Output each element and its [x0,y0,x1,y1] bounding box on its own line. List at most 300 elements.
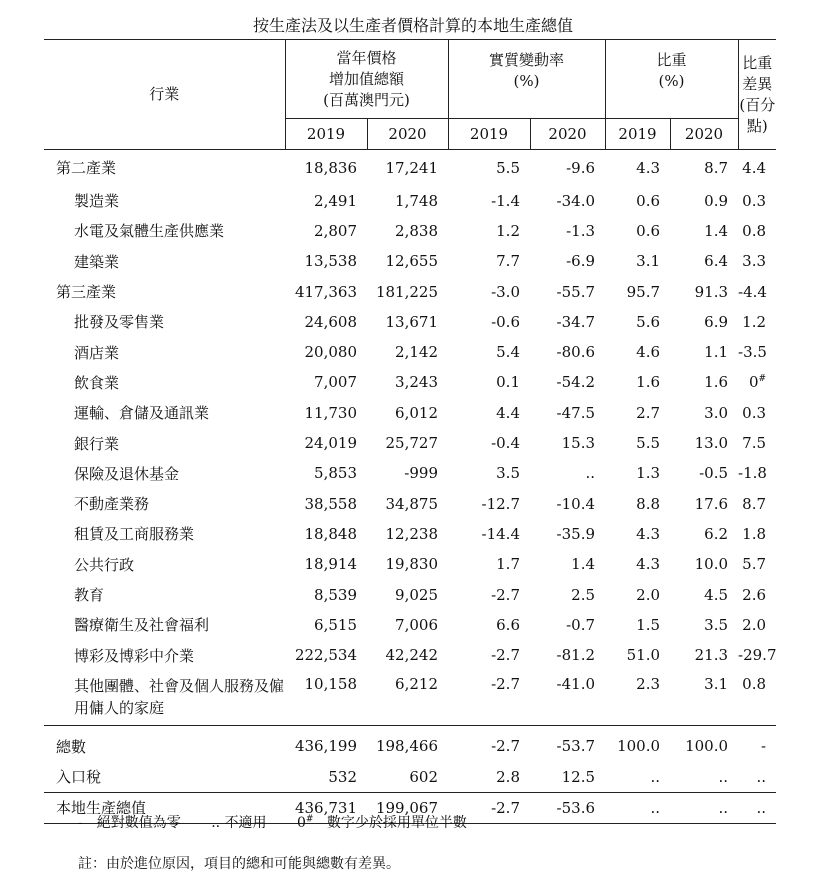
cell-value: 7,006 [395,615,438,634]
cell-value: .. [650,798,661,817]
cell-value: -55.7 [556,282,596,301]
cell-value: 1.3 [636,464,661,483]
cell-value: -999 [404,464,438,483]
table-row [44,398,776,428]
cell-growth-2019 [448,458,530,488]
cell-share-2020 [670,458,738,488]
cell-value: 100.0 [685,737,729,756]
cell-value: 1.1 [704,343,729,362]
cell-value: 0.8 [742,221,767,240]
table-row [44,726,776,762]
cell-value: -53.7 [556,737,596,756]
cell-value: 3.1 [704,675,729,694]
cell-share-2020 [670,337,738,367]
cell-value: 0.9 [704,191,729,210]
cell-value: 4.3 [636,158,661,177]
cell-value: 417,363 [294,282,357,301]
cell-share-diff [738,398,776,428]
cell-value: -1.4 [491,191,520,210]
cell-growth-2019 [448,337,530,367]
cell-growth-2019 [448,519,530,549]
cell-gva-2019 [285,276,367,306]
cell-growth-2020 [530,579,605,609]
row-industry-name-line2: 用傭人的家庭 [74,699,165,718]
cell-share-2020 [670,307,738,337]
cell-value: 3.5 [704,615,729,634]
cell-value: 6.9 [704,312,729,331]
cell-value: -47.5 [556,403,596,422]
cell-share-diff [738,549,776,579]
cell-share-2020 [670,519,738,549]
cell-growth-2020 [530,488,605,518]
cell-gva-2019 [285,367,367,397]
cell-value: 436,199 [294,737,357,756]
cell-share-2019 [605,150,670,186]
header-gva-line3: (百萬澳門元) [323,90,410,109]
cell-value: .. [718,767,729,786]
cell-value: -2.7 [491,646,520,665]
cell-gva-2020 [367,670,448,726]
cell-gva-2019 [285,762,367,793]
row-industry-name: 總數 [44,726,285,762]
cell-gva-2019 [285,337,367,367]
cell-growth-2020 [530,216,605,246]
cell-value: 3,243 [395,373,438,392]
cell-gva-2020 [367,186,448,216]
cell-share-2019 [605,186,670,216]
cell-share-2020 [670,216,738,246]
cell-growth-2019 [448,610,530,640]
cell-gva-2020 [367,276,448,306]
cell-share-2020 [670,610,738,640]
cell-gva-2019 [285,549,367,579]
cell-share-diff [738,792,776,823]
header-diff-line1: 比重 [742,53,773,72]
cell-share-2020 [670,428,738,458]
cell-value: 12.5 [561,767,596,786]
cell-value: 25,727 [385,434,438,453]
cell-value: -6.9 [566,252,596,271]
cell-value: 38,558 [304,494,357,513]
cell-gva-2020 [367,519,448,549]
cell-value: 2,142 [395,343,438,362]
cell-value: 13,671 [385,312,438,331]
cell-value: 2.7 [636,403,661,422]
cell-gva-2019 [285,579,367,609]
cell-value: -29.7 [738,646,777,665]
table-row [44,428,776,458]
table-row [44,367,776,397]
cell-gva-2020 [367,726,448,762]
table-row [44,186,776,216]
cell-value: 2.5 [571,585,596,604]
table-row [44,276,776,306]
cell-share-2020 [670,398,738,428]
row-industry-name: 運輸、倉儲及通訊業 [74,404,210,423]
cell-value: 6.4 [704,252,729,271]
row-industry-name: 博彩及博彩中介業 [74,646,195,665]
table-row [44,762,776,793]
cell-value: 2.3 [636,675,661,694]
header-row [44,40,776,119]
header-growth-line2: (%) [513,72,540,90]
cell-gva-2019 [285,519,367,549]
cell-value: 4.6 [636,343,661,362]
cell-value: -41.0 [556,675,596,694]
year-gva-2020: 2020 [367,119,448,150]
cell-share-diff [738,488,776,518]
cell-gva-2020 [367,398,448,428]
table-row [44,307,776,337]
cell-value: -0.6 [491,312,520,331]
cell-value: 10.0 [694,555,729,574]
cell-value: -34.7 [556,312,596,331]
cell-value: 5.6 [636,312,661,331]
cell-value: - [760,737,767,756]
cell-share-diff [738,337,776,367]
cell-share-diff [738,458,776,488]
cell-value: -3.5 [738,343,767,362]
cell-value: -2.7 [491,675,520,694]
cell-share-2019 [605,579,670,609]
cell-share-diff [738,216,776,246]
cell-value: -1.8 [738,464,767,483]
cell-growth-2020 [530,150,605,186]
cell-share-diff [738,246,776,276]
cell-value: 7.7 [496,252,520,271]
cell-value: 6.2 [704,524,729,543]
cell-growth-2019 [448,186,530,216]
cell-gva-2019 [285,670,367,726]
cell-value: 5.7 [742,555,767,574]
table-title: 按生產法及以生產者價格計算的本地生產總值 [252,16,573,35]
cell-value: 21.3 [694,646,729,665]
row-industry-name: 入口稅 [56,768,102,787]
cell-growth-2019 [448,150,530,186]
cell-value: 436,731 [294,798,357,817]
legend-half-symbol: 0 [297,815,306,831]
row-industry-name: 批發及零售業 [74,313,165,332]
cell-value: -34.0 [556,191,596,210]
cell-value: 3.1 [636,252,661,271]
row-industry-name: 飲食業 [74,373,120,392]
cell-value: 222,534 [294,646,357,665]
cell-value: 8.7 [704,158,729,177]
cell-share-2020 [670,579,738,609]
cell-growth-2020 [530,398,605,428]
cell-value: 20,080 [304,343,357,362]
cell-growth-2019 [448,367,530,397]
cell-growth-2020 [530,186,605,216]
cell-growth-2019 [448,398,530,428]
cell-value: 24,608 [304,312,357,331]
cell-value: 2,491 [314,191,357,210]
cell-share-2019 [605,367,670,397]
cell-value: 2.8 [496,767,520,786]
legend-half-sup: # [305,814,314,825]
row-industry-name: 教育 [74,586,105,604]
cell-share-diff [738,640,776,670]
cell-value: .. [650,767,661,786]
cell-value: 2.0 [742,615,767,634]
cell-share-2019 [605,670,670,726]
cell-share-2020 [670,150,738,186]
cell-value: 12,655 [385,252,438,271]
cell-sup: # [758,374,767,385]
header-gva-line1: 當年價格 [336,48,397,67]
cell-share-2020 [670,792,738,823]
cell-gva-2019 [285,186,367,216]
cell-value: 0.1 [496,373,520,392]
cell-value: -0.5 [699,464,729,483]
row-industry-name: 租賃及工商服務業 [74,525,195,544]
cell-value: -0.4 [491,434,520,453]
cell-value: 0.8 [742,675,767,694]
cell-value: -2.7 [491,737,520,756]
table-row [44,519,776,549]
cell-share-2019 [605,458,670,488]
cell-value: 1.7 [496,555,520,574]
header-gva [285,40,448,119]
cell-value: 18,836 [304,158,357,177]
cell-growth-2020 [530,762,605,793]
row-industry-name: 公共行政 [74,555,135,574]
cell-value: 12,238 [385,524,438,543]
cell-growth-2019 [448,640,530,670]
header-growth-line1: 實質變動率 [489,51,565,69]
cell-value: 7.5 [742,434,767,453]
table-row [44,337,776,367]
cell-gva-2020 [367,640,448,670]
year-growth-2020: 2020 [530,119,605,150]
cell-gva-2020 [367,307,448,337]
cell-value: 8.7 [742,494,767,513]
cell-share-diff [738,762,776,793]
cell-share-2020 [670,726,738,762]
legend [78,812,493,832]
cell-share-2020 [670,367,738,397]
cell-value: -35.9 [556,524,596,543]
table-row [44,246,776,276]
legend-half-text: 數字少於採用單位半數 [326,815,467,831]
cell-value: -12.7 [481,494,520,513]
cell-value: 3.0 [704,403,729,422]
cell-value: 2.0 [636,585,661,604]
table-row [44,640,776,670]
cell-value: 0.3 [742,403,767,422]
cell-value: .. [718,798,729,817]
cell-value: 1.5 [636,615,661,634]
legend-zero: - 絕對數值為零 [78,815,181,831]
cell-value: 2,807 [314,221,357,240]
cell-growth-2019 [448,579,530,609]
cell-share-2019 [605,428,670,458]
cell-value: -2.7 [491,798,520,817]
cell-value: 18,848 [304,524,357,543]
cell-value: 1.2 [496,221,520,240]
row-industry-name-line1: 其他團體、社會及個人服務及僱 [74,677,285,696]
cell-share-2019 [605,762,670,793]
header-gva-line2: 增加值總額 [328,69,404,88]
cell-value: 15.3 [561,434,596,453]
cell-share-diff [738,670,776,726]
cell-value: 11,730 [304,403,357,422]
cell-gva-2019 [285,398,367,428]
cell-share-2019 [605,276,670,306]
header-industry: 行業 [44,40,285,150]
cell-value: 5.5 [636,434,661,453]
cell-growth-2020 [530,428,605,458]
cell-value: -1.3 [566,221,596,240]
cell-value: -53.6 [556,798,596,817]
cell-growth-2020 [530,549,605,579]
cell-growth-2019 [448,726,530,762]
cell-value: -4.4 [738,282,767,301]
cell-growth-2020 [530,640,605,670]
cell-value: 1.8 [742,524,767,543]
cell-share-diff [738,579,776,609]
cell-value: 8,539 [314,585,357,604]
cell-share-2019 [605,726,670,762]
cell-share-diff [738,186,776,216]
cell-share-2019 [605,640,670,670]
cell-value: 3.3 [742,252,767,271]
cell-growth-2020 [530,610,605,640]
cell-value: 4.4 [496,403,520,422]
cell-value: 3.5 [496,464,520,483]
cell-value: 13.0 [694,434,729,453]
row-industry-name: 第三產業 [56,283,117,302]
cell-share-diff [738,428,776,458]
cell-share-2020 [670,549,738,579]
cell-gva-2020 [367,488,448,518]
cell-value: 18,914 [304,555,357,574]
header-share [605,40,738,119]
cell-growth-2019 [448,488,530,518]
cell-share-2019 [605,549,670,579]
cell-growth-2019 [448,246,530,276]
cell-value: 4.3 [636,555,661,574]
cell-value: 91.3 [694,282,729,301]
cell-gva-2020 [367,428,448,458]
table-row [44,549,776,579]
cell-gva-2019 [285,216,367,246]
cell-growth-2019 [448,762,530,793]
cell-value: -80.6 [556,343,596,362]
footnote: 註：由於進位原因，項目的總和可能與總數有差異。 [78,856,400,872]
cell-value: 5,853 [314,464,357,483]
cell-gva-2020 [367,458,448,488]
cell-share-2020 [670,762,738,793]
row-industry-name: 不動產業務 [74,495,150,514]
cell-share-2020 [670,186,738,216]
cell-gva-2020 [367,367,448,397]
cell-share-diff [738,307,776,337]
cell-growth-2020 [530,307,605,337]
cell-share-2019 [605,246,670,276]
gdp-table [44,39,776,824]
cell-growth-2019 [448,216,530,246]
cell-value: 1,748 [395,191,438,210]
cell-share-2020 [670,246,738,276]
cell-share-2019 [605,337,670,367]
cell-value: 0.6 [636,221,661,240]
cell-value: -3.0 [491,282,520,301]
cell-value: 95.7 [626,282,661,301]
cell-share-2020 [670,488,738,518]
cell-value: -14.4 [481,524,520,543]
cell-share-2019 [605,488,670,518]
cell-share-2020 [670,670,738,726]
cell-gva-2019 [285,246,367,276]
cell-value: 6,515 [314,615,357,634]
cell-value: 24,019 [304,434,357,453]
cell-value: 34,875 [385,494,438,513]
cell-growth-2019 [448,549,530,579]
cell-share-diff [738,150,776,186]
cell-gva-2019 [285,610,367,640]
cell-growth-2020 [530,367,605,397]
cell-growth-2020 [530,246,605,276]
cell-value: 2,838 [395,221,438,240]
cell-growth-2020 [530,670,605,726]
table-row [44,579,776,609]
cell-share-diff [738,519,776,549]
cell-growth-2019 [448,276,530,306]
header-growth [448,40,605,119]
cell-value: -81.2 [556,646,596,665]
cell-share-2019 [605,307,670,337]
cell-share-2019 [605,398,670,428]
cell-share-2019 [605,519,670,549]
table-row [44,670,776,726]
cell-growth-2020 [530,458,605,488]
cell-growth-2020 [530,337,605,367]
cell-value: 8.8 [636,494,661,513]
cell-value: 19,830 [385,555,438,574]
row-industry-name [44,670,285,726]
cell-gva-2020 [367,610,448,640]
cell-value: 5.4 [496,343,520,362]
cell-share-diff [738,726,776,762]
cell-value: -9.6 [566,158,596,177]
cell-growth-2020 [530,792,605,823]
cell-value: .. [756,798,767,817]
cell-value: 4.3 [636,524,661,543]
cell-gva-2020 [367,762,448,793]
row-industry-name: 銀行業 [74,434,120,453]
cell-value: 100.0 [617,737,661,756]
cell-gva-2020 [367,549,448,579]
cell-growth-2019 [448,307,530,337]
cell-growth-2019 [448,670,530,726]
cell-gva-2019 [285,726,367,762]
header-share-line2: (%) [658,72,685,90]
table-row [44,216,776,246]
cell-value: 4.4 [742,158,767,177]
table-row [44,610,776,640]
cell-gva-2019 [285,488,367,518]
row-industry-name: 醫療衛生及社會福利 [74,616,210,635]
cell-growth-2020 [530,276,605,306]
cell-growth-2020 [530,726,605,762]
cell-value: 6,012 [395,403,438,422]
cell-value: 17.6 [694,494,729,513]
cell-value: 6.6 [496,615,520,634]
cell-value: 602 [409,767,438,786]
header-diff-line3: (百分點) [739,95,776,135]
cell-value: .. [756,767,767,786]
